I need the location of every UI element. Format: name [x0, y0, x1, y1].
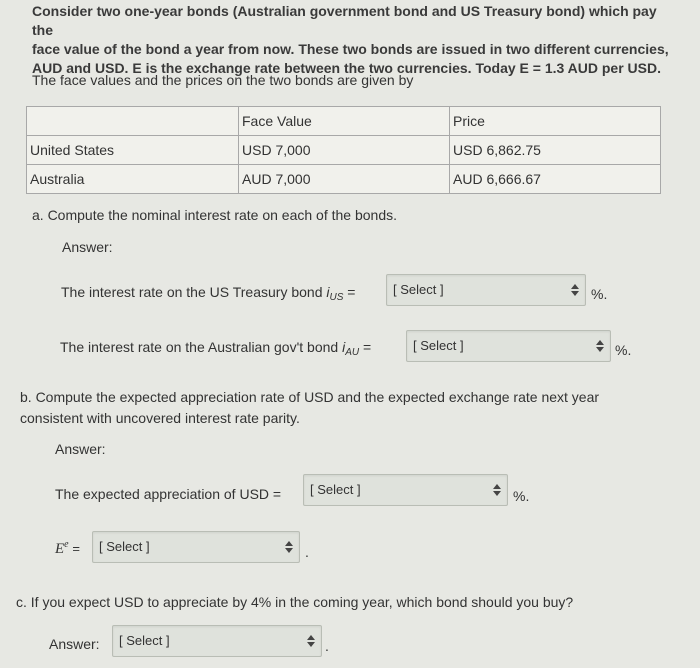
select-arrows-icon: [570, 282, 580, 298]
select-value: [ Select ]: [99, 539, 150, 554]
expected-rate-period: .: [305, 544, 309, 560]
table-cell: AUD 6,666.67: [450, 165, 661, 194]
table-row: [27, 165, 661, 194]
us-rate-subscript: US: [329, 292, 344, 303]
table-header-row: [27, 107, 661, 136]
table-cell: United States: [27, 136, 239, 165]
equals-sign: =: [363, 339, 372, 355]
bonds-table: [26, 106, 661, 194]
table-row: [27, 136, 661, 165]
bond-choice-select[interactable]: [112, 625, 322, 657]
table-header-cell: Face Value: [239, 107, 450, 136]
select-value: [ Select ]: [310, 482, 361, 497]
au-rate-var: i: [342, 339, 346, 355]
us-rate-label: The interest rate on the US Treasury bond: [61, 284, 323, 300]
table-header-cell: Price: [450, 107, 661, 136]
us-rate-var: i: [326, 284, 330, 300]
table-cell: USD 7,000: [239, 136, 450, 165]
table-intro: The face values and the prices on the two bonds are given by: [32, 72, 414, 88]
part-c-question: c. If you expect USD to appreciate by 4% in the coming year, which bond should you buy?: [16, 594, 574, 610]
au-rate-subscript: AU: [345, 347, 360, 358]
expected-rate-select[interactable]: [92, 531, 300, 563]
au-rate-label: The interest rate on the Australian gov't bond: [60, 339, 339, 355]
expected-rate-superscript: e: [64, 539, 69, 550]
table-cell: Australia: [27, 165, 239, 194]
us-rate-label-group: [61, 284, 355, 303]
part-b-question: [20, 387, 680, 429]
equals-sign: =: [347, 284, 356, 300]
expected-rate-var: E: [55, 541, 65, 557]
us-rate-percent: %.: [591, 286, 608, 302]
intro-line-2: face value of the bond a year from now. These two bonds are issued in two different currencies,: [32, 41, 669, 57]
equals-sign: =: [72, 541, 80, 556]
select-arrows-icon: [284, 539, 294, 555]
part-b-question-line-1: b. Compute the expected appreciation rate of USD and the expected exchange rate next year: [20, 389, 600, 405]
part-a-answer-label: Answer:: [62, 239, 113, 255]
intro-line-3: AUD and USD. E is the exchange rate between the two currencies. Today E = 1.3 AUD per USD.: [32, 60, 662, 76]
select-value: [ Select ]: [413, 338, 464, 353]
intro-line-1: Consider two one-year bonds (Australian government bond and US Treasury bond) which pay the: [32, 3, 657, 38]
us-rate-select[interactable]: [386, 274, 586, 306]
appreciation-percent: %.: [513, 488, 530, 504]
intro-paragraph: [32, 2, 672, 78]
select-value: [ Select ]: [119, 633, 170, 648]
select-arrows-icon: [595, 338, 605, 354]
select-value: [ Select ]: [393, 282, 444, 297]
table-cell: USD 6,862.75: [450, 136, 661, 165]
au-rate-label-group: [60, 339, 371, 358]
part-b-answer-label: Answer:: [55, 441, 106, 457]
part-b-question-line-2: consistent with uncovered interest rate parity.: [20, 410, 300, 426]
au-rate-select[interactable]: [406, 330, 611, 362]
part-c-answer-label: Answer:: [49, 636, 100, 652]
au-rate-percent: %.: [615, 342, 632, 358]
expected-rate-label: [55, 539, 80, 558]
table-header-cell: [27, 107, 239, 136]
select-arrows-icon: [306, 633, 316, 649]
appreciation-label: The expected appreciation of USD =: [55, 486, 282, 502]
bond-choice-period: .: [325, 638, 329, 654]
part-a-question: a. Compute the nominal interest rate on each of the bonds.: [32, 207, 398, 223]
appreciation-select[interactable]: [303, 474, 508, 506]
table-cell: AUD 7,000: [239, 165, 450, 194]
select-arrows-icon: [492, 482, 502, 498]
